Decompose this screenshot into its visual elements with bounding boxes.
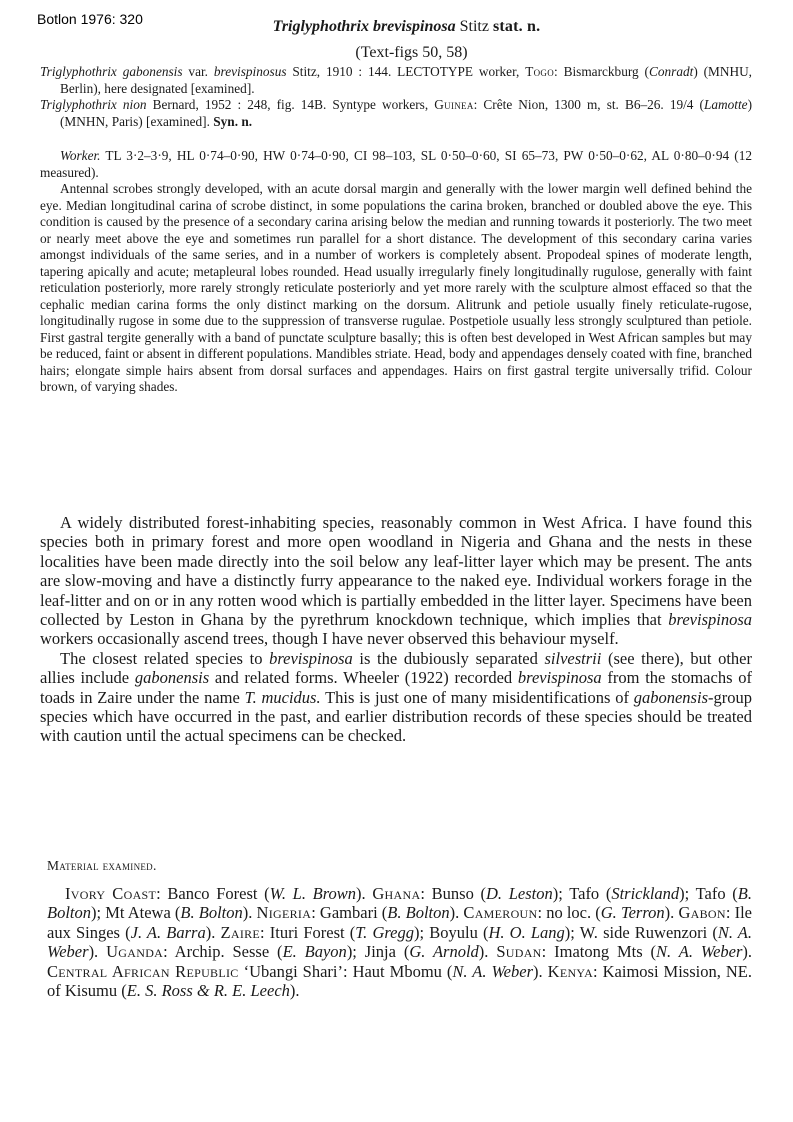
material-record: Uganda: Archip. Sesse (E. Bayon); [106,942,365,962]
biology-paragraph: A widely distributed forest-inhabiting species, reasonably common in West Africa. I have found this species both in primary forest and more open woodland in Nigeria and Ghana and the nests in these localities have been made directly into the soil below any leaf-litter layer which may be present. The ants are slow-moving and have a distinctly furry appearance to the naked eye. Individual workers forage in the leaf-litter and on or in any rotten wood which is partially embedded in the litter layer. Specimens have been collected by Leston in Ghana by the pyrethrum knockdown technique, which implies that brevispinosa workers occasionally ascend trees, though I have never observed this behaviour myself. [40,513,752,649]
species-status: stat. n. [492,18,541,35]
species-author: Stitz [459,18,489,35]
material-record: Boyulu (H. O. Lang); [429,922,580,942]
worker-measurements: Worker. TL 3·2–3·9, HL 0·74–0·90, HW 0·74–0·90, CI 98–103, SL 0·50–0·60, SI 65–73, PW 0·50–0·62, AL 0·80–0·94 (12 measured). [40,148,752,180]
material-record: Central African Republic ‘Ubangi Shari’: Haut Mbomu (N. A. Weber). [47,961,548,981]
record-country: Sudan [496,942,542,962]
record-country: Gabon [678,903,726,923]
species-title [0,18,793,36]
record-country: Cameroun [463,903,538,923]
record-locality: Jinja ( [364,942,410,962]
record-locality: : Bunso ( [420,884,487,903]
record-country: Uganda [106,942,164,962]
record-locality: Boyulu ( [429,922,489,942]
material-record: Tafo (B. Bolton); [47,884,752,923]
caste-label: Worker. [60,148,101,163]
material-record: Nigeria: Gambari (B. Bolton). [256,903,464,923]
record-collector: E. S. Ross & R. E. Leech [126,981,290,1001]
variety-name: brevispinosus [213,64,287,79]
collector-name: Conradt [648,64,694,79]
record-country: Zaire [220,922,261,942]
material-record: Sudan: Imatong Mts (N. A. Weber). [496,942,753,962]
record-collector: G. Arnold [409,942,479,962]
material-record: W. side Ruwenzori (N. A. Weber). [47,922,753,962]
material-record: Jinja (G. Arnold). [364,942,497,962]
locality-country: Guinea [434,97,474,112]
biology-section [40,513,752,746]
record-collector: N. A. Weber [656,942,743,962]
record-locality: ‘Ubangi Shari’: Haut Mbomu ( [238,961,453,981]
material-list [47,884,752,1000]
record-locality: : Gambari ( [311,903,388,923]
record-collector: T. Gregg [355,922,415,942]
record-locality: W. side Ruwenzori ( [579,922,718,942]
synonym-status: Syn. n. [213,113,253,129]
record-locality: : Ituri Forest ( [260,922,356,942]
record-collector: H. O. Lang [488,922,565,942]
record-locality: Mt Atewa ( [105,903,181,923]
worker-morphology: Antennal scrobes strongly developed, with an acute dorsal margin and generally with the lower margin well defined behind the eye. Median longitudinal carina of scrobe distinct, in some populations the carina broken, branched or doubled above the eye. This condition is caused by the presence of a secondary carina arising below the median and running towards it posteriorly. The two meet or nearly meet above the eye and sometimes run parallel for a short distance. The development of this secondary carina varies amongst individuals of the same series, and in a number of workers is completely absent. Propodeal spines of moderate length, tapering apically and acute; metapleural lobes rounded. Head usually irregularly finely longitudinally rugulose, generally with faint reticulation posteriorly, more rarely strongly reticulate posteriorly and yet more rarely with the sculpture almost effaced so that the cephalic median carina forms the only distinct marking on the dorsum. Alitrunk and petiole usually finely reticulate-rugose, longitudinally rugose in some due to the suppression of transverse rugulae. Postpetiole usually less strongly sculptured than petiole. First gastral tergite generally with a band of punctate sculpture basally; this is often best developed in West African samples but may be reduced, faint or absent in different populations. Mandibles striate. Head, body and appendages densely coated with fine, branched hairs; elongate simple hairs absent from dorsal surfaces and appendages. Hairs on first gastral tergite universally trifid. Colour brown, of varying shades. [40,181,752,394]
record-country: Ivory Coast [65,884,157,903]
record-collector: J. A. Barra [130,922,206,942]
collector-name: Lamotte [703,97,748,112]
record-country: Central African Republic [47,961,239,981]
synonymy-list [40,64,752,130]
figure-reference: (Text-figs 50, 58) [355,44,468,61]
record-locality: : Imatong Mts ( [541,942,657,962]
affinities-paragraph: The closest related species to brevispinosa is the dubiously separated silvestrii (see there), but other allies include gabonensis and related forms. Wheeler (1922) recorded brevispinosa from the stomachs of toads in Zaire under the name T. mucidus. This is just one of many misidentifications of gabonensis-group species which have occurred in the past, and earlier distribution records of these species should be treated with caution until the actual specimens can be checked. [40,648,753,746]
material-record: Zaire: Ituri Forest (T. Gregg); [220,922,430,942]
synonym-entry: Triglyphothrix gabonensis var. brevispinosus Stitz, 1910 : 144. LECTOTYPE worker, Togo: Bismarckburg (Conradt) (MNHU, Berlin), here designated [examined]. [40,64,753,96]
material-heading: Material examined. [47,858,157,873]
material-paragraph [47,884,752,1000]
locality-country: Togo [525,64,555,79]
material-record: Mt Atewa (B. Bolton). [105,903,257,923]
synonym-name: Triglyphothrix gabonensis [40,64,183,79]
species-name: Triglyphothrix brevispinosa [272,18,456,35]
record-collector: D. Leston [486,884,553,903]
record-locality: : Kaimosi Mission, NE. of Kisumu ( [47,961,752,1001]
record-locality: : no loc. ( [537,903,601,923]
record-country: Ghana [372,884,421,903]
record-collector: N. A. Weber [452,961,533,981]
record-collector: G. Terron [600,903,665,923]
material-record: Gabon: Ile aux Singes (J. A. Barra). [47,903,752,942]
record-country: Nigeria [256,903,312,923]
record-locality: Tafo ( [695,884,738,903]
material-record: Tafo (Strickland); [569,884,696,903]
worker-description [40,148,752,396]
record-collector: E. Bayon [282,942,347,962]
record-collector: W. L. Brown [269,884,357,903]
record-locality: : Archip. Sesse ( [163,942,283,962]
material-record: Ghana: Bunso (D. Leston); [372,884,570,903]
record-locality: : Banco Forest ( [156,884,270,903]
material-record: Cameroun: no loc. (G. Terron). [463,903,679,923]
synonym-name: Triglyphothrix nion [40,97,147,112]
record-collector: N. A. Weber [47,922,753,962]
page-source-label: Botlon 1976: 320 [37,11,143,27]
material-record: Ivory Coast: Banco Forest (W. L. Brown). [65,884,373,903]
record-locality: Tafo ( [569,884,612,903]
record-collector: B. Bolton [180,903,243,923]
synonym-entry: Triglyphothrix nion Bernard, 1952 : 248, fig. 14B. Syntype workers, Guinea: Crête Nion, 1300 m, st. B6–26. 19/4 (Lamotte) (MNHN, Paris) [examined]. Syn. n. [40,97,752,129]
material-record: Kenya: Kaimosi Mission, NE. of Kisumu (E. S. Ross & R. E. Leech). [47,961,752,1001]
record-country: Kenya [547,961,594,981]
record-collector: B. Bolton [47,884,752,923]
record-collector: Strickland [611,884,680,903]
record-locality: : Ile aux Singes ( [47,903,752,942]
record-collector: B. Bolton [387,903,450,923]
